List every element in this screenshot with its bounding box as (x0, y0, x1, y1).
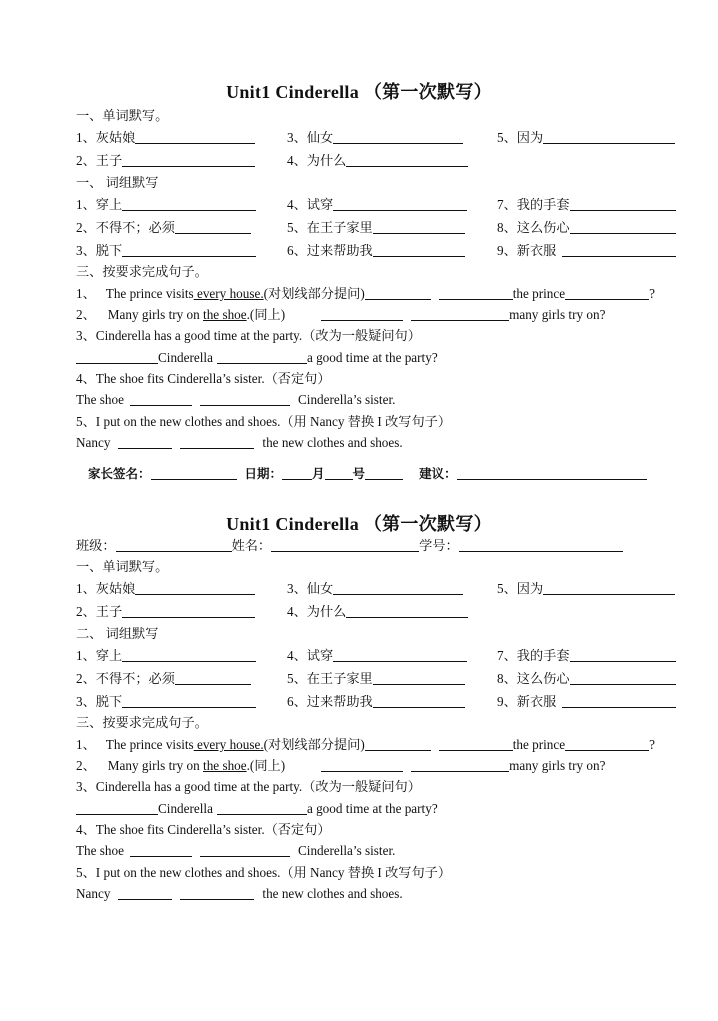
answer-blank[interactable] (411, 307, 509, 321)
answer-blank[interactable] (135, 581, 255, 595)
sentence-1: 1、 The prince visits every house.(对划线部分提问) the prince ? (76, 737, 655, 752)
answer-blank[interactable] (570, 220, 676, 234)
answer-blank[interactable] (130, 843, 192, 857)
word-item: 4、为什么 (287, 153, 468, 169)
answer-blank[interactable] (122, 243, 256, 257)
word-item: 1、灰姑娘 (76, 581, 255, 597)
answer-blank[interactable] (321, 758, 403, 772)
answer-blank[interactable] (373, 694, 465, 708)
day-blank[interactable] (325, 466, 353, 480)
answer-blank[interactable] (365, 737, 431, 751)
sentence-3-answer: Cinderella a good time at the party? (76, 801, 438, 817)
answer-blank[interactable] (135, 130, 255, 144)
answer-blank[interactable] (333, 648, 467, 662)
answer-blank[interactable] (333, 130, 463, 144)
word-item: 2、王子 (76, 153, 255, 169)
word-item: 5、因为 (497, 581, 675, 597)
phrase-item: 7、我的手套 (497, 648, 676, 664)
phrase-item: 8、这么伤心 (497, 671, 676, 687)
answer-blank[interactable] (217, 350, 307, 364)
answer-blank[interactable] (122, 604, 255, 618)
answer-blank[interactable] (130, 392, 192, 406)
answer-blank[interactable] (333, 197, 467, 211)
phrase-item: 3、脱下 (76, 243, 256, 259)
answer-blank[interactable] (76, 801, 158, 815)
section-heading: 一、单词默写。 (76, 108, 169, 123)
answer-blank[interactable] (543, 130, 675, 144)
answer-blank[interactable] (570, 197, 676, 211)
answer-blank[interactable] (333, 581, 463, 595)
sentence-1: 1、 The prince visits every house.(对划线部分提问) the prince ? (76, 286, 655, 301)
sentence-4-answer: The shoe Cinderella’s sister. (76, 392, 396, 407)
answer-blank[interactable] (200, 843, 290, 857)
section-heading: 一、单词默写。 (76, 559, 169, 574)
phrase-item: 5、在王子家里 (287, 220, 465, 236)
answer-blank[interactable] (200, 392, 290, 406)
answer-blank[interactable] (76, 350, 158, 364)
answer-blank[interactable] (373, 243, 465, 257)
answer-blank[interactable] (411, 758, 509, 772)
sentence-5-question: 5、I put on the new clothes and shoes.（用 Nancy 替换 I 改写句子） (76, 865, 452, 880)
phrase-item: 2、不得不；必须 (76, 220, 251, 236)
section-heading: 一、 词组默写 (76, 175, 159, 190)
answer-blank[interactable] (543, 581, 675, 595)
advice-blank[interactable] (457, 466, 647, 480)
worksheet-title: Unit1 Cinderella （第一次默写） (226, 514, 492, 534)
answer-blank[interactable] (565, 286, 649, 300)
phrase-item: 2、不得不；必须 (76, 671, 251, 687)
phrase-item: 4、试穿 (287, 648, 467, 664)
answer-blank[interactable] (439, 737, 513, 751)
answer-blank[interactable] (346, 604, 468, 618)
phrase-item: 9、新衣服 (497, 243, 676, 259)
sentence-3-question: 3、Cinderella has a good time at the party.（改为一般疑问句） (76, 779, 421, 794)
name-blank[interactable] (271, 538, 419, 552)
answer-blank[interactable] (122, 648, 256, 662)
answer-blank[interactable] (118, 435, 172, 449)
phrase-item: 3、脱下 (76, 694, 256, 710)
sentence-5-answer: Nancy the new clothes and shoes. (76, 435, 403, 450)
answer-blank[interactable] (346, 153, 468, 167)
sentence-2: 2、 Many girls try on the shoe.(同上) many girls try on? (76, 307, 606, 322)
answer-blank[interactable] (570, 648, 676, 662)
answer-blank[interactable] (562, 694, 676, 708)
sentence-4-question: 4、The shoe fits Cinderella’s sister.（否定句） (76, 371, 331, 386)
answer-blank[interactable] (321, 307, 403, 321)
phrase-item: 7、我的手套 (497, 197, 676, 213)
parent-signature-blank[interactable] (151, 466, 237, 480)
phrase-item: 5、在王子家里 (287, 671, 465, 687)
sentence-5-question: 5、I put on the new clothes and shoes.（用 Nancy 替换 I 改写句子） (76, 414, 452, 429)
answer-blank[interactable] (373, 220, 465, 234)
sentence-5-answer: Nancy the new clothes and shoes. (76, 886, 403, 901)
answer-blank[interactable] (118, 886, 172, 900)
sentence-4-answer: The shoe Cinderella’s sister. (76, 843, 396, 858)
answer-blank[interactable] (180, 435, 254, 449)
word-item: 1、灰姑娘 (76, 130, 255, 146)
student-id-blank[interactable] (459, 538, 623, 552)
phrase-item: 6、过来帮助我 (287, 694, 465, 710)
phrase-item: 6、过来帮助我 (287, 243, 465, 259)
answer-blank[interactable] (122, 197, 256, 211)
answer-blank[interactable] (217, 801, 307, 815)
answer-blank[interactable] (365, 286, 431, 300)
sentence-4-question: 4、The shoe fits Cinderella’s sister.（否定句） (76, 822, 331, 837)
sentence-2: 2、 Many girls try on the shoe.(同上) many girls try on? (76, 758, 606, 773)
phrase-item: 1、穿上 (76, 197, 256, 213)
phrase-item: 9、新衣服 (497, 694, 676, 710)
signature-row: 家长签名： 日期： 月 号 建议： (88, 466, 647, 482)
worksheet-title: Unit1 Cinderella （第一次默写） (226, 82, 492, 102)
answer-blank[interactable] (439, 286, 513, 300)
student-info-row: 班级： 姓名： 学号： (76, 538, 623, 554)
answer-blank[interactable] (570, 671, 676, 685)
day-blank[interactable] (365, 466, 403, 480)
sentence-3-question: 3、Cinderella has a good time at the party.（改为一般疑问句） (76, 328, 421, 343)
answer-blank[interactable] (562, 243, 676, 257)
phrase-item: 8、这么伤心 (497, 220, 676, 236)
answer-blank[interactable] (373, 671, 465, 685)
phrase-item: 1、穿上 (76, 648, 256, 664)
word-item: 2、王子 (76, 604, 255, 620)
class-blank[interactable] (116, 538, 232, 552)
word-item: 5、因为 (497, 130, 675, 146)
answer-blank[interactable] (122, 153, 255, 167)
section-heading: 二、 词组默写 (76, 626, 159, 641)
answer-blank[interactable] (180, 886, 254, 900)
word-item: 4、为什么 (287, 604, 468, 620)
answer-blank[interactable] (565, 737, 649, 751)
phrase-item: 4、试穿 (287, 197, 467, 213)
section-heading: 三、按要求完成句子。 (76, 264, 208, 279)
answer-blank[interactable] (175, 671, 251, 685)
word-item: 3、仙女 (287, 581, 463, 597)
sentence-3-answer: Cinderella a good time at the party? (76, 350, 438, 366)
answer-blank[interactable] (175, 220, 251, 234)
word-item: 3、仙女 (287, 130, 463, 146)
month-blank[interactable] (282, 466, 312, 480)
answer-blank[interactable] (122, 694, 256, 708)
section-heading: 三、按要求完成句子。 (76, 715, 208, 730)
